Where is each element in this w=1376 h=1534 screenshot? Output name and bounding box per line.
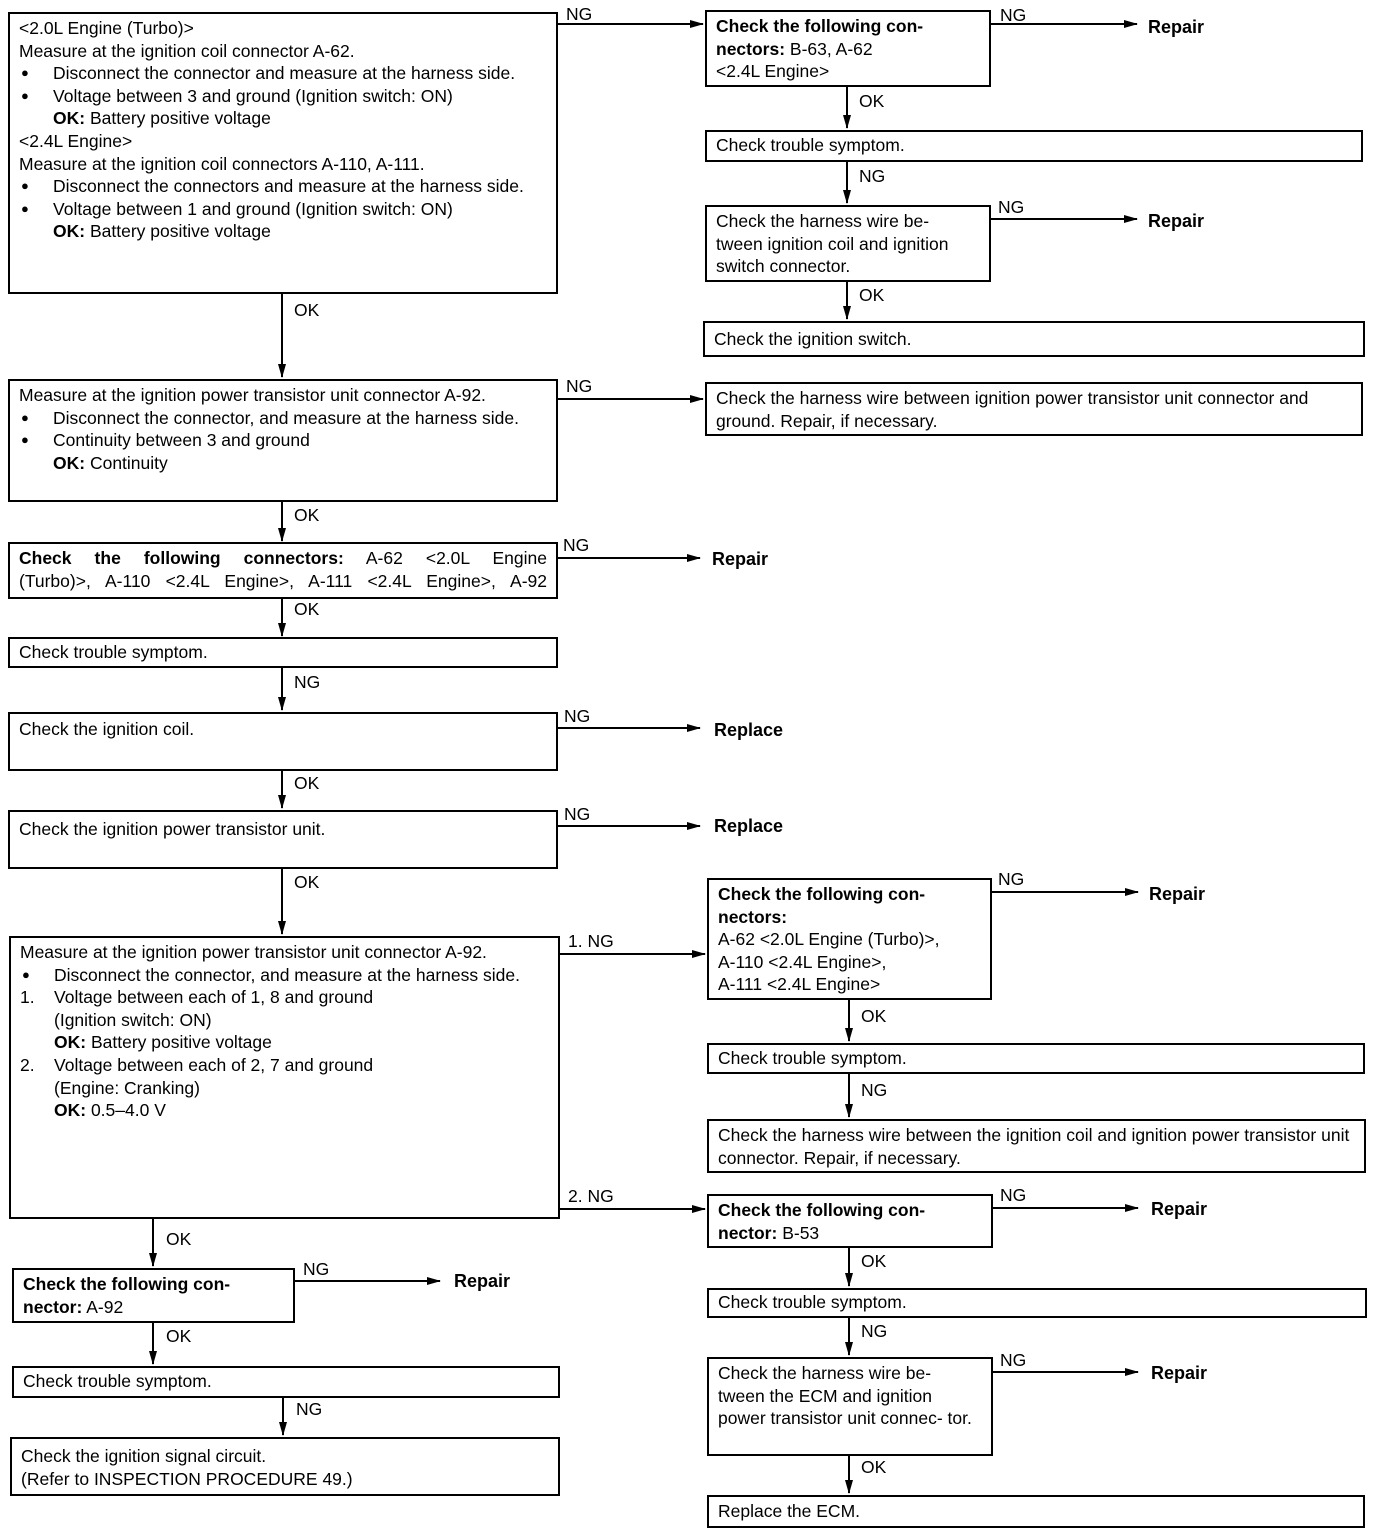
label-ng: NG [564,804,591,824]
box-text: Check the harness wire be- tween the ECM and ignition power transistor unit connec- tor. [718,1363,972,1429]
box-measure-ignition-coil [8,12,558,294]
label-ok: OK [861,1251,887,1271]
bullet-disconnect: ● Disconnect the connector and measure at the harness side. [19,62,547,85]
result-repair: Repair [1151,1199,1208,1219]
ok-criteria: OK: Battery positive voltage [53,221,271,242]
result-repair: Repair [1148,17,1205,37]
label-ok: OK [859,91,885,111]
box-replace-ecm [707,1495,1365,1528]
result-repair: Repair [454,1271,511,1291]
label-ok: OK [861,1006,887,1026]
result-replace: Replace [714,720,784,740]
label-ng: NG [303,1259,330,1279]
step-2-condition: (Engine: Cranking) [54,1077,200,1098]
box-text: Check the ignition switch. [714,329,912,349]
label-ng-2: 2. NG [568,1186,614,1206]
box-text: Check trouble symptom. [716,135,905,155]
label-ng: NG [296,1399,323,1419]
label-ng: NG [859,166,886,186]
connector-line: A-110 <2.4L Engine>, [718,951,887,972]
label-ng: NG [1000,1185,1027,1205]
bullet-disconnect: ● Disconnect the connectors and measure at the harness side. [19,175,547,198]
box-check-harness-ecm [707,1357,993,1456]
box-check-connector-a92 [12,1268,295,1323]
box-check-trouble-symptom [12,1366,560,1398]
box-text: Check the harness wire between ignition power transistor unit connector and ground. Repair, if necessary. [716,388,1309,431]
result-replace: Replace [714,816,784,836]
label-ng: NG [566,376,593,396]
label-ng: NG [294,672,321,692]
box-text: Check trouble symptom. [23,1371,212,1391]
box-text: Check the ignition power transistor unit. [19,819,326,839]
ok-criteria: OK: Continuity [53,452,168,473]
box-check-trouble-symptom [707,1288,1367,1318]
label-ng: NG [564,706,591,726]
bullet-disconnect: ● Disconnect the connector, and measure at the harness side. [19,407,547,430]
label-ok: OK [166,1326,192,1346]
box-text: Check the following con- nector: A-92 [23,1274,231,1317]
measure-text: Measure at the ignition coil connectors A-110, A-111. [19,153,425,174]
step-1: 1. Voltage between each of 1, 8 and ground [20,987,374,1008]
box-check-harness-ground [705,382,1363,436]
measure-text: Measure at the ignition coil connector A-62. [19,40,355,61]
result-repair: Repair [1151,1363,1208,1383]
box-measure-power-transistor [8,379,558,502]
box-check-connectors-coils [707,878,992,1000]
label-ng: NG [998,869,1025,889]
connector-line: A-62 <2.0L Engine (Turbo)>, [718,929,940,950]
label-ng: NG [1000,1350,1027,1370]
box-check-connectors [8,542,558,599]
box-text: Check the ignition coil. [19,719,195,739]
connectors-line-1: Check the following connectors: A-62 <2.0L Engine [19,548,547,568]
box-check-connector-b53 [707,1194,993,1248]
box-text: Replace the ECM. [718,1501,861,1521]
label-ok: OK [294,599,320,619]
bullet-voltage: ● Voltage between 3 and ground (Ignition switch: ON) [19,85,547,108]
box-check-harness-coil-switch [705,205,991,282]
engine-24-heading: <2.4L Engine> [19,130,133,151]
box-check-ignition-signal [10,1437,560,1496]
label-ng: NG [861,1321,888,1341]
step-2: 2. Voltage between each of 2, 7 and ground [20,1054,374,1075]
step-1-condition: (Ignition switch: ON) [54,1009,212,1030]
box-text: Check the following con- nectors: B-63, A-62 [716,16,924,59]
box-text: Check trouble symptom. [718,1292,907,1312]
result-repair: Repair [1149,884,1206,904]
label-ng: NG [1000,5,1027,25]
label-ng: NG [563,535,590,555]
result-repair: Repair [1148,211,1205,231]
ok-criteria: OK: Battery positive voltage [54,1032,272,1053]
bullet-voltage: ● Voltage between 1 and ground (Ignition switch: ON) [19,198,547,221]
box-text: Check the following con- nectors: [718,884,926,927]
label-ok: OK [859,285,885,305]
label-ok: OK [294,872,320,892]
ok-criteria: OK: Battery positive voltage [53,108,271,129]
label-ok: OK [294,505,320,525]
label-ok: OK [166,1229,192,1249]
label-ng: NG [861,1080,888,1100]
box-check-trouble-symptom [707,1043,1365,1074]
box-text: Check the harness wire between the ignition coil and ignition power transistor unit connector. Repair, if necessary. [718,1125,1350,1168]
measure-text: Measure at the ignition power transistor unit connector A-92. [19,385,486,405]
box-text: Check the harness wire be- tween ignition coil and ignition switch connector. [716,211,949,277]
box-text: Check trouble symptom. [19,642,208,662]
connector-line: A-111 <2.4L Engine> [718,974,881,995]
engine-label: <2.4L Engine> [716,61,830,82]
bullet-disconnect: ● Disconnect the connector, and measure at the harness side. [20,964,549,987]
box-check-connectors-b63 [705,10,991,87]
box-text: Check the following con- nector: B-53 [718,1200,926,1243]
box-measure-power-transistor-voltage [9,936,560,1219]
label-ok: OK [294,300,320,320]
label-ng: NG [998,197,1025,217]
box-check-harness-coil-transistor [707,1119,1366,1173]
box-check-ignition-switch [703,321,1365,357]
box-check-trouble-symptom [705,130,1363,162]
box-reference: (Refer to INSPECTION PROCEDURE 49.) [21,1468,353,1489]
label-ok: OK [861,1457,887,1477]
engine-20-heading: <2.0L Engine (Turbo)> [19,18,194,38]
measure-text: Measure at the ignition power transistor unit connector A-92. [20,942,487,962]
label-ng-1: 1. NG [568,931,614,951]
bullet-continuity: ● Continuity between 3 and ground [19,429,547,452]
result-repair: Repair [712,549,769,569]
label-ok: OK [294,773,320,793]
box-check-trouble-symptom [8,637,558,668]
label-ng: NG [566,4,593,24]
box-check-ignition-coil [8,712,558,771]
box-text: Check the ignition signal circuit. [21,1446,267,1466]
connectors-line-2: (Turbo)>, A-110 <2.4L Engine>, A-111 <2.4L Engine>, A-92 [19,570,547,591]
box-text: Check trouble symptom. [718,1048,907,1068]
ok-criteria: OK: 0.5–4.0 V [54,1100,166,1121]
box-check-power-transistor [8,810,558,869]
